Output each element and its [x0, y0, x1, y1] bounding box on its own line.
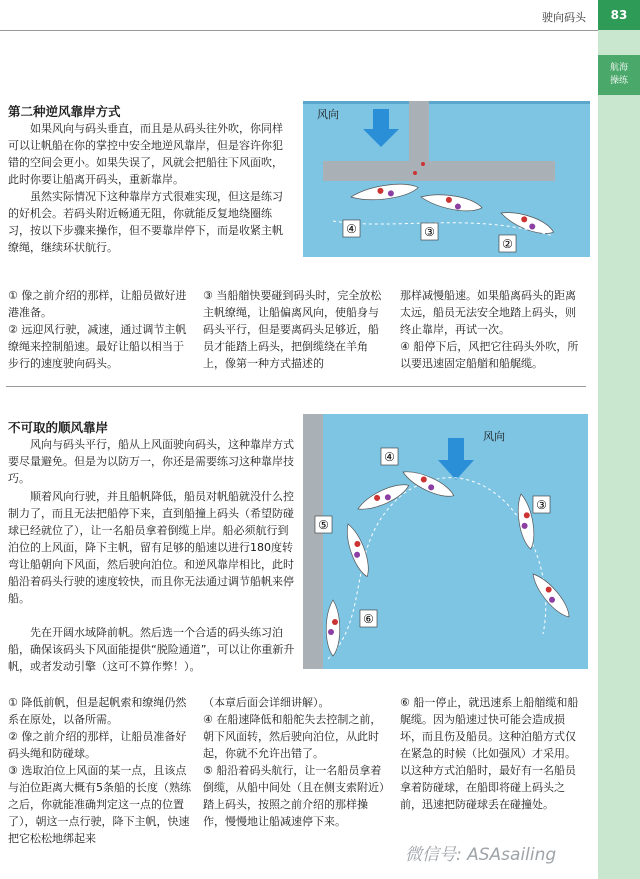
section-2-paragraph-3: 先在开阔水域降前帆。然后选一个合适的码头练习泊船，确保该码头下风面能提供“脱险通道”，可以让你重新升帆，或者发动引擎（这可不算作弊！）。	[8, 626, 295, 673]
section-1-title: 第二种逆风靠岸方式	[8, 104, 121, 119]
chapter-tab-line-2: 操练	[609, 76, 628, 86]
step-marker: ③	[424, 225, 435, 239]
step-text: ④ 船停下后，风把它往码头外吹，所以要迅速固定船艏和船艉缆。	[400, 340, 579, 370]
section-2-steps-col-1	[8, 694, 192, 847]
chapter-tab-label	[598, 55, 640, 95]
wind-label: 风向	[317, 109, 339, 121]
section-2-title: 不可取的顺风靠岸	[8, 420, 109, 435]
step-marker: ⑤	[318, 518, 329, 532]
step-text: 那样减慢船速。如果船离码头的距离太远，船员无法安全地踏上码头，则终止靠岸，再试一次。	[400, 289, 576, 336]
section-2-paragraph-1: 风向与码头平行，船从上风面驶向码头，这种靠岸方式要尽量避免。但是为以防万一，你还是需要练习这种靠岸技巧。	[8, 438, 294, 485]
step-text: ① 像之前介绍的那样，让船员做好进港准备。	[8, 289, 187, 319]
dock	[303, 414, 323, 669]
dock	[323, 161, 555, 181]
step-marker: ③	[536, 498, 547, 512]
page-number: 83	[598, 0, 640, 30]
running-title: 驶向码头	[542, 11, 586, 24]
step-text: （本章后面会详细讲解）。	[203, 696, 330, 709]
section-1-paragraph-1: 如果风向与码头垂直，而且是从码头往外吹，你同样可以让帆船在你的掌控中安全地逆风靠岸，但是容许你犯错的空间会更小。如果失误了，风就会把船往下风面吹，此时你要让船离开码头，重新靠岸。	[8, 122, 283, 186]
section-2-steps-col-3	[400, 694, 586, 813]
step-text: ④ 在船速降低和船舵失去控制之前，朝下风面转，然后驶向泊位，从此时起，你就不允许出错了。	[203, 713, 382, 760]
step-marker: ⑥	[363, 612, 374, 626]
wechat-watermark: 微信号: ASAsailing	[405, 845, 557, 865]
section-1-diagram	[303, 101, 590, 261]
section-2-steps-col-2	[203, 694, 387, 830]
step-text: ⑤ 船沿着码头航行，让一名船员拿着倒缆，从船中间处（且在侧支索附近）踏上码头，按照之前介绍的那样操作，慢慢地让船减速停下来。	[203, 764, 385, 828]
section-1-paragraph-2: 虽然实际情况下这种靠岸方式很难实现，但这是练习的好机会。若码头附近畅通无阻，你就能反复地绕圈练习，按以下步骤来操作，但不要靠岸停下，而是收紧主帆缭绳，继续环状航行。	[8, 190, 283, 254]
section-1-steps-col-2	[203, 287, 385, 372]
step-marker: ④	[384, 450, 395, 464]
wind-label: 风向	[483, 431, 505, 443]
section-1-steps-col-3	[400, 287, 586, 372]
step-text: ③ 当船艏快要碰到码头时，完全放松主帆缭绳，让船偏离风向，使船身与码头平行，但是要离码头足够近，船员才能踏上码头，把倒缆绕在羊角上，像第一种方式描述的	[203, 289, 382, 370]
section-2-diagram	[303, 414, 588, 673]
page-header	[0, 0, 598, 31]
step-marker: ④	[346, 222, 357, 236]
section-1-steps-col-1	[8, 287, 190, 372]
step-text: ② 像之前介绍的那样，让船员准备好码头绳和防碰球。	[8, 730, 187, 760]
step-text: ① 降低前帆，但是起帆索和缭绳仍然系在原处，以备所需。	[8, 696, 187, 726]
step-text: ② 远迎风行驶，减速，通过调节主帆缭绳来控制船速。最好让船以相当于步行的速度驶向码头。	[8, 323, 187, 370]
step-text: ③ 选取泊位上风面的某一点，且该点与泊位距离大概有5条船的长度（熟练之后，你就能准确判定这一点的位置了），朝这一点行驶，降下主帆，快速把它松松地绑起来	[8, 764, 191, 845]
chapter-side-tab	[598, 0, 640, 879]
step-text: ⑥ 船一停止，就迅速系上船艏缆和船艉缆。因为船速过快可能会造成损坏，而且伤及船员。这种泊船方式仅在紧急的时候（比如强风）才采用。以这种方式泊船时，最好有一名船员拿着防碰球，在船即将碰上码头之前，迅速把防碰球丢在碰撞处。	[400, 696, 579, 811]
section-divider	[6, 386, 586, 387]
step-marker: ②	[502, 237, 513, 251]
chapter-tab-line-1: 航海	[609, 63, 628, 73]
section-2-paragraph-2: 顺着风向行驶，并且船帆降低，船员对帆船就没什么控制力了，而且无法把船停下来，直到船撞上码头（希望防碰球已经就位了），让一名船员拿着倒缆上岸。船必须航行到泊位的上风面，降下主帆，留有足够的船速以进行180度转弯让船朝向下风面，然后驶向泊位。和逆风靠岸相比，此时船沿着码头行驶的速度较快，而且你无法通过调节船帆来停船。	[8, 490, 294, 605]
